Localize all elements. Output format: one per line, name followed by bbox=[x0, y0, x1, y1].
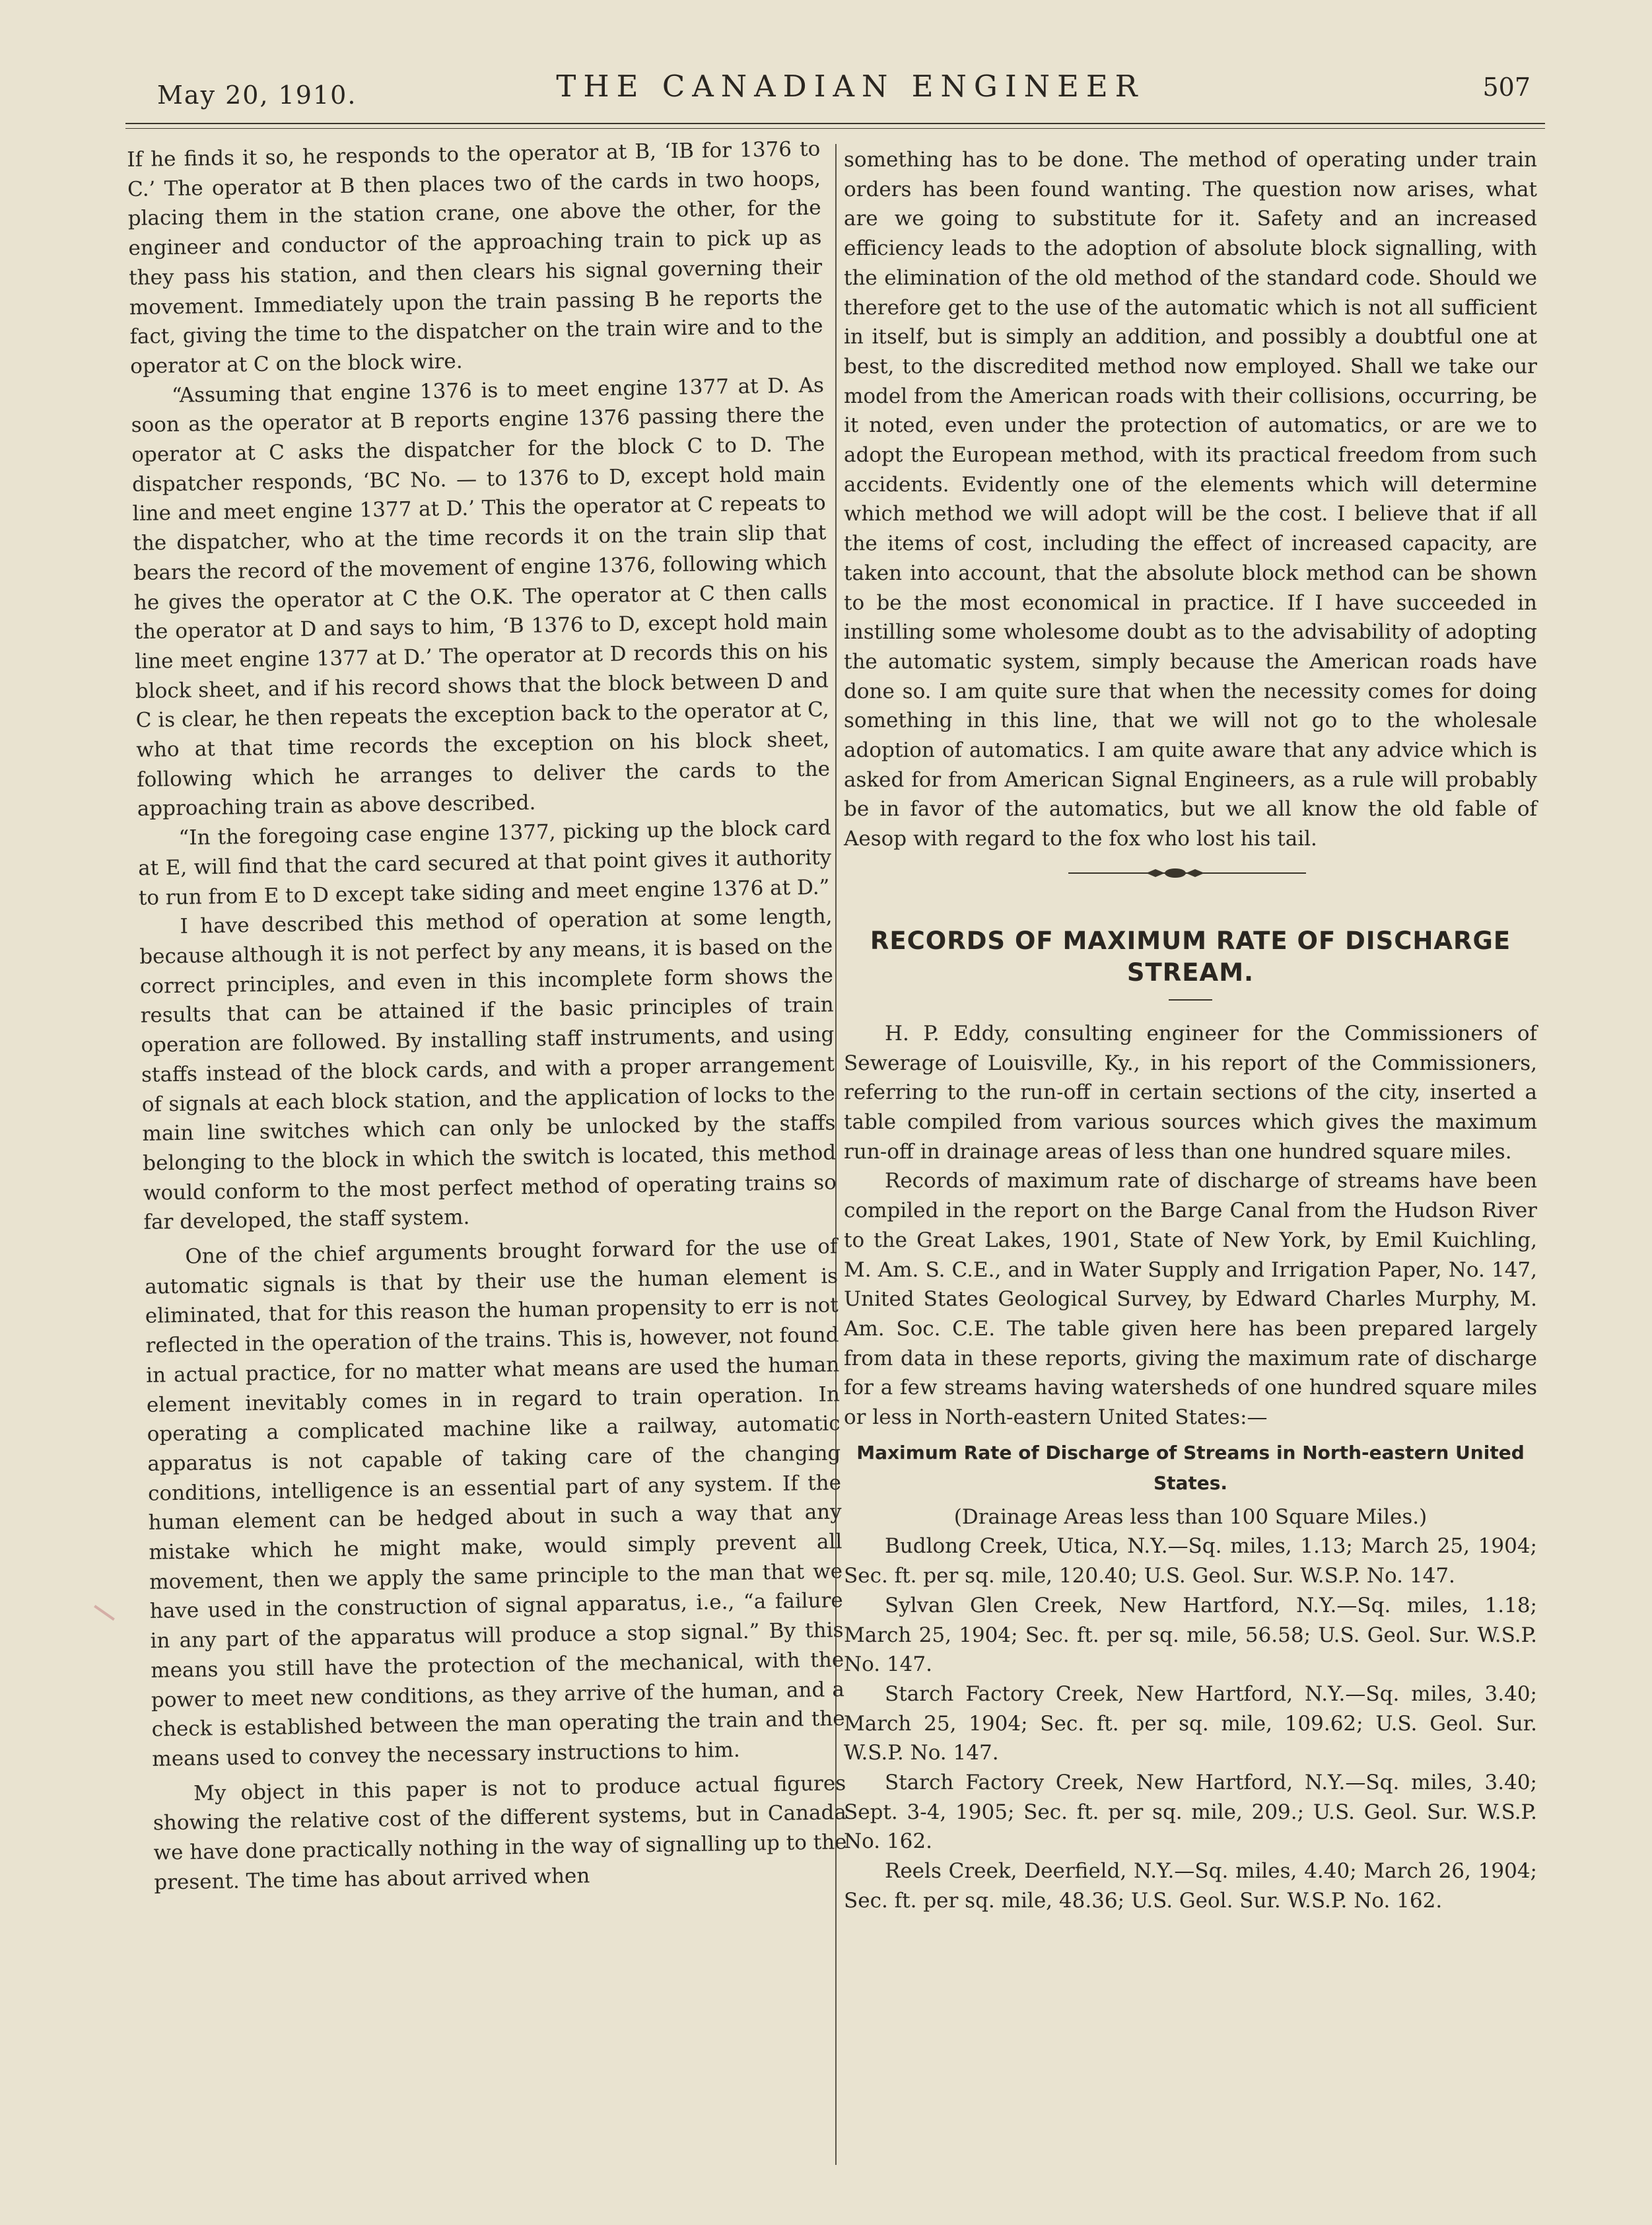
paragraph: My object in this paper is not to produce actual figures showing the relative cost of the different systems, but in Canada we have done practically nothing in the way of signalling up to the present. The time has about arrived when bbox=[153, 1771, 847, 1895]
section-heading: RECORDS OF MAXIMUM RATE OF DISCHARGE STREAM. bbox=[870, 926, 1511, 987]
list-item: Starch Factory Creek, New Hartford, N.Y.—Sq. miles, 3.40; March 25, 1904; Sec. ft. per sq. mile, 109.62; U.S. Geol. Sur. W.S.P. No. 147. bbox=[844, 1681, 1537, 1765]
list-item: Sylvan Glen Creek, New Hartford, N.Y.—Sq. miles, 1.18; March 25, 1904; Sec. ft. per sq. mile, 56.58; U.S. Geol. Sur. W.S.P. No. 147. bbox=[844, 1593, 1537, 1677]
table-title: Maximum Rate of Discharge of Streams in North-eastern United States. bbox=[856, 1441, 1525, 1494]
left-column bbox=[127, 135, 848, 1898]
heading-rule bbox=[1169, 999, 1212, 1001]
right-column bbox=[844, 145, 1537, 1916]
page-number: 507 bbox=[1482, 73, 1531, 102]
paragraph: H. P. Eddy, consulting engineer for the Commissioners of Sewerage of Louisville, Ky., in his report of the Commissioners, referring to the run-off in certain sections of the city, inserted a table compiled from various sources which gives the maximum run-off in drainage areas of less than one hundred square miles. bbox=[844, 1021, 1537, 1164]
page-header bbox=[157, 66, 1544, 125]
ornament-divider-icon bbox=[1068, 863, 1306, 883]
table-subtitle: (Drainage Areas less than 100 Square Miles.) bbox=[953, 1504, 1428, 1529]
header-rule bbox=[125, 123, 1545, 124]
paragraph: “In the foregoing case engine 1377, picking up the block card at E, will find that the card secured at that point gives it authority to run from E to D except take siding and meet engine 1376 at D.” bbox=[137, 816, 832, 910]
paragraph: If he finds it so, he responds to the operator at B, ‘IB for 1376 to C.’ The operator at B then places two of the cards in two hoops, placing them in the station crane, one above the other, for the engineer and conductor of the approaching train to pick up as they pass his station, and then clears his signal governing their movement. Immediately upon the train passing B he reports the fact, giving the time to the dispatcher on the train wire and to the operator at C on the block wire. bbox=[127, 137, 823, 378]
paragraph: “Assuming that engine 1376 is to meet engine 1377 at D. As soon as the operator at B reports engine 1376 passing there the operator at C asks the dispatcher for the block C to D. The dispatcher responds, ‘BC No. — to 1376 to D, except hold main line and meet engine 1377 at D.’ This the operator at C repeats to the dispatcher, who at the time records it on the train slip that bears the record of the movement of engine 1376, following which he gives the operator at C the O.K. The operator at C then calls the operator at D and says to him, ‘B 1376 to D, except hold main line meet engine 1377 at D.’ The operator at D records this on his block sheet, and if his record shows that the block between D and C is clear, he then repeats the exception back to the operator at C, who at that time records the exception on his block sheet, following which he arranges to deliver the cards to the approaching train as above described. bbox=[131, 373, 831, 822]
paragraph: something has to be done. The method of operating under train orders has been found wanting. The question now arises, what are we going to substitute for it. Safety and an increased efficiency leads to the adoption of absolute block signalling, with the elimination of the old method of the standard code. Should we therefore get to the use of the automatic which is not all sufficient in itself, but is simply an addition, and possibly a doubtful one at best, to the discredited method now employed. Shall we take our model from the American roads with their collisions, occurring, be it noted, even under the protection of automatics, or are we to adopt the European method, with its practical freedom from such accidents. Evidently one of the elements which will determine which method we will adopt will be the cost. I believe that if all the items of cost, including the effect of increased capacity, are taken into account, that the absolute block method can be shown to be the most economical in practice. If I have succeeded in instilling some wholesome doubt as to the advisability of adopting the automatic system, simply because the American roads have done so. I am quite sure that when the necessity comes for doing something in this line, that we will not go to the wholesale adoption of automatics. I am quite aware that any advice which is asked for from American Signal Engineers, as a rule will probably be in favor of the automatics, but we all know the old fable of Aesop with regard to the fox who lost his tail. bbox=[844, 148, 1537, 851]
issue-date: May 20, 1910. bbox=[157, 81, 357, 110]
header-rule-thin bbox=[125, 128, 1545, 129]
paragraph: Records of maximum rate of discharge of streams have been compiled in the report on the Barge Canal from the Hudson River to the Great Lakes, 1901, State of New York, by Emil Kuichling, M. Am. S. C.E., and in Water Supply and Irrigation Paper, No. 147, United States Geological Survey, by Edward Charles Murphy, M. Am. Soc. C.E. The table given here has been prepared largely from data in these reports, giving the maximum rate of discharge for a few streams having watersheds of one hundred square miles or less in North-eastern United States:— bbox=[844, 1169, 1537, 1430]
list-item: Reels Creek, Deerfield, N.Y.—Sq. miles, 4.40; March 26, 1904; Sec. ft. per sq. mile, 48.36; U.S. Geol. Sur. W.S.P. No. 162. bbox=[844, 1859, 1537, 1913]
ink-blot bbox=[94, 1605, 115, 1621]
paragraph: I have described this method of operation at some length, because although it is not perfect by any means, it is based on the correct principles, and even in this incomplete form shows the results that can be attained if the basic principles of train operation are followed. By installing staff instruments, and using staffs instead of the block cards, and with a proper arrangement of signals at each block station, and the application of locks to the main line switches which can only be unlocked by the staffs belonging to the block in which the switch is located, this method would conform to the most perfect method of operating trains so far developed, the staff system. bbox=[139, 904, 837, 1235]
list-item: Starch Factory Creek, New Hartford, N.Y.—Sq. miles, 3.40; Sept. 3-4, 1905; Sec. ft. per sq. mile, 209.; U.S. Geol. Sur. W.S.P. No. 162. bbox=[844, 1771, 1537, 1854]
journal-title: THE CANADIAN ENGINEER bbox=[556, 69, 1145, 104]
list-item: Budlong Creek, Utica, N.Y.—Sq. miles, 1.13; March 25, 1904; Sec. ft. per sq. mile, 120.40; U.S. Geol. Sur. W.S.P. No. 147. bbox=[844, 1534, 1537, 1588]
paragraph: One of the chief arguments brought forward for the use of automatic signals is that by their use the human element is eliminated, that for this reason the human propensity to err is not reflected in the operation of the trains. This is, however, not found in actual practice, for no matter what means are used the human element inevitably comes in in regard to train operation. In operating a complicated machine like a railway, automatic apparatus is not capable of taking care of the changing conditions, intelligence is an essential part of any system. If the human element can be hedged about in such a way that any mistake which he might make, would simply prevent all movement, then we apply the same principle to the man that we have used in the construction of signal apparatus, i.e., “a failure in any part of the apparatus will produce a stop signal.” By this means you still have the protection of the mechanical, with the power to meet new conditions, as they arrive of the human, and a check is established between the man operating the train and the means used to convey the necessary instructions to him. bbox=[144, 1234, 845, 1771]
section-ornament bbox=[844, 854, 1537, 900]
